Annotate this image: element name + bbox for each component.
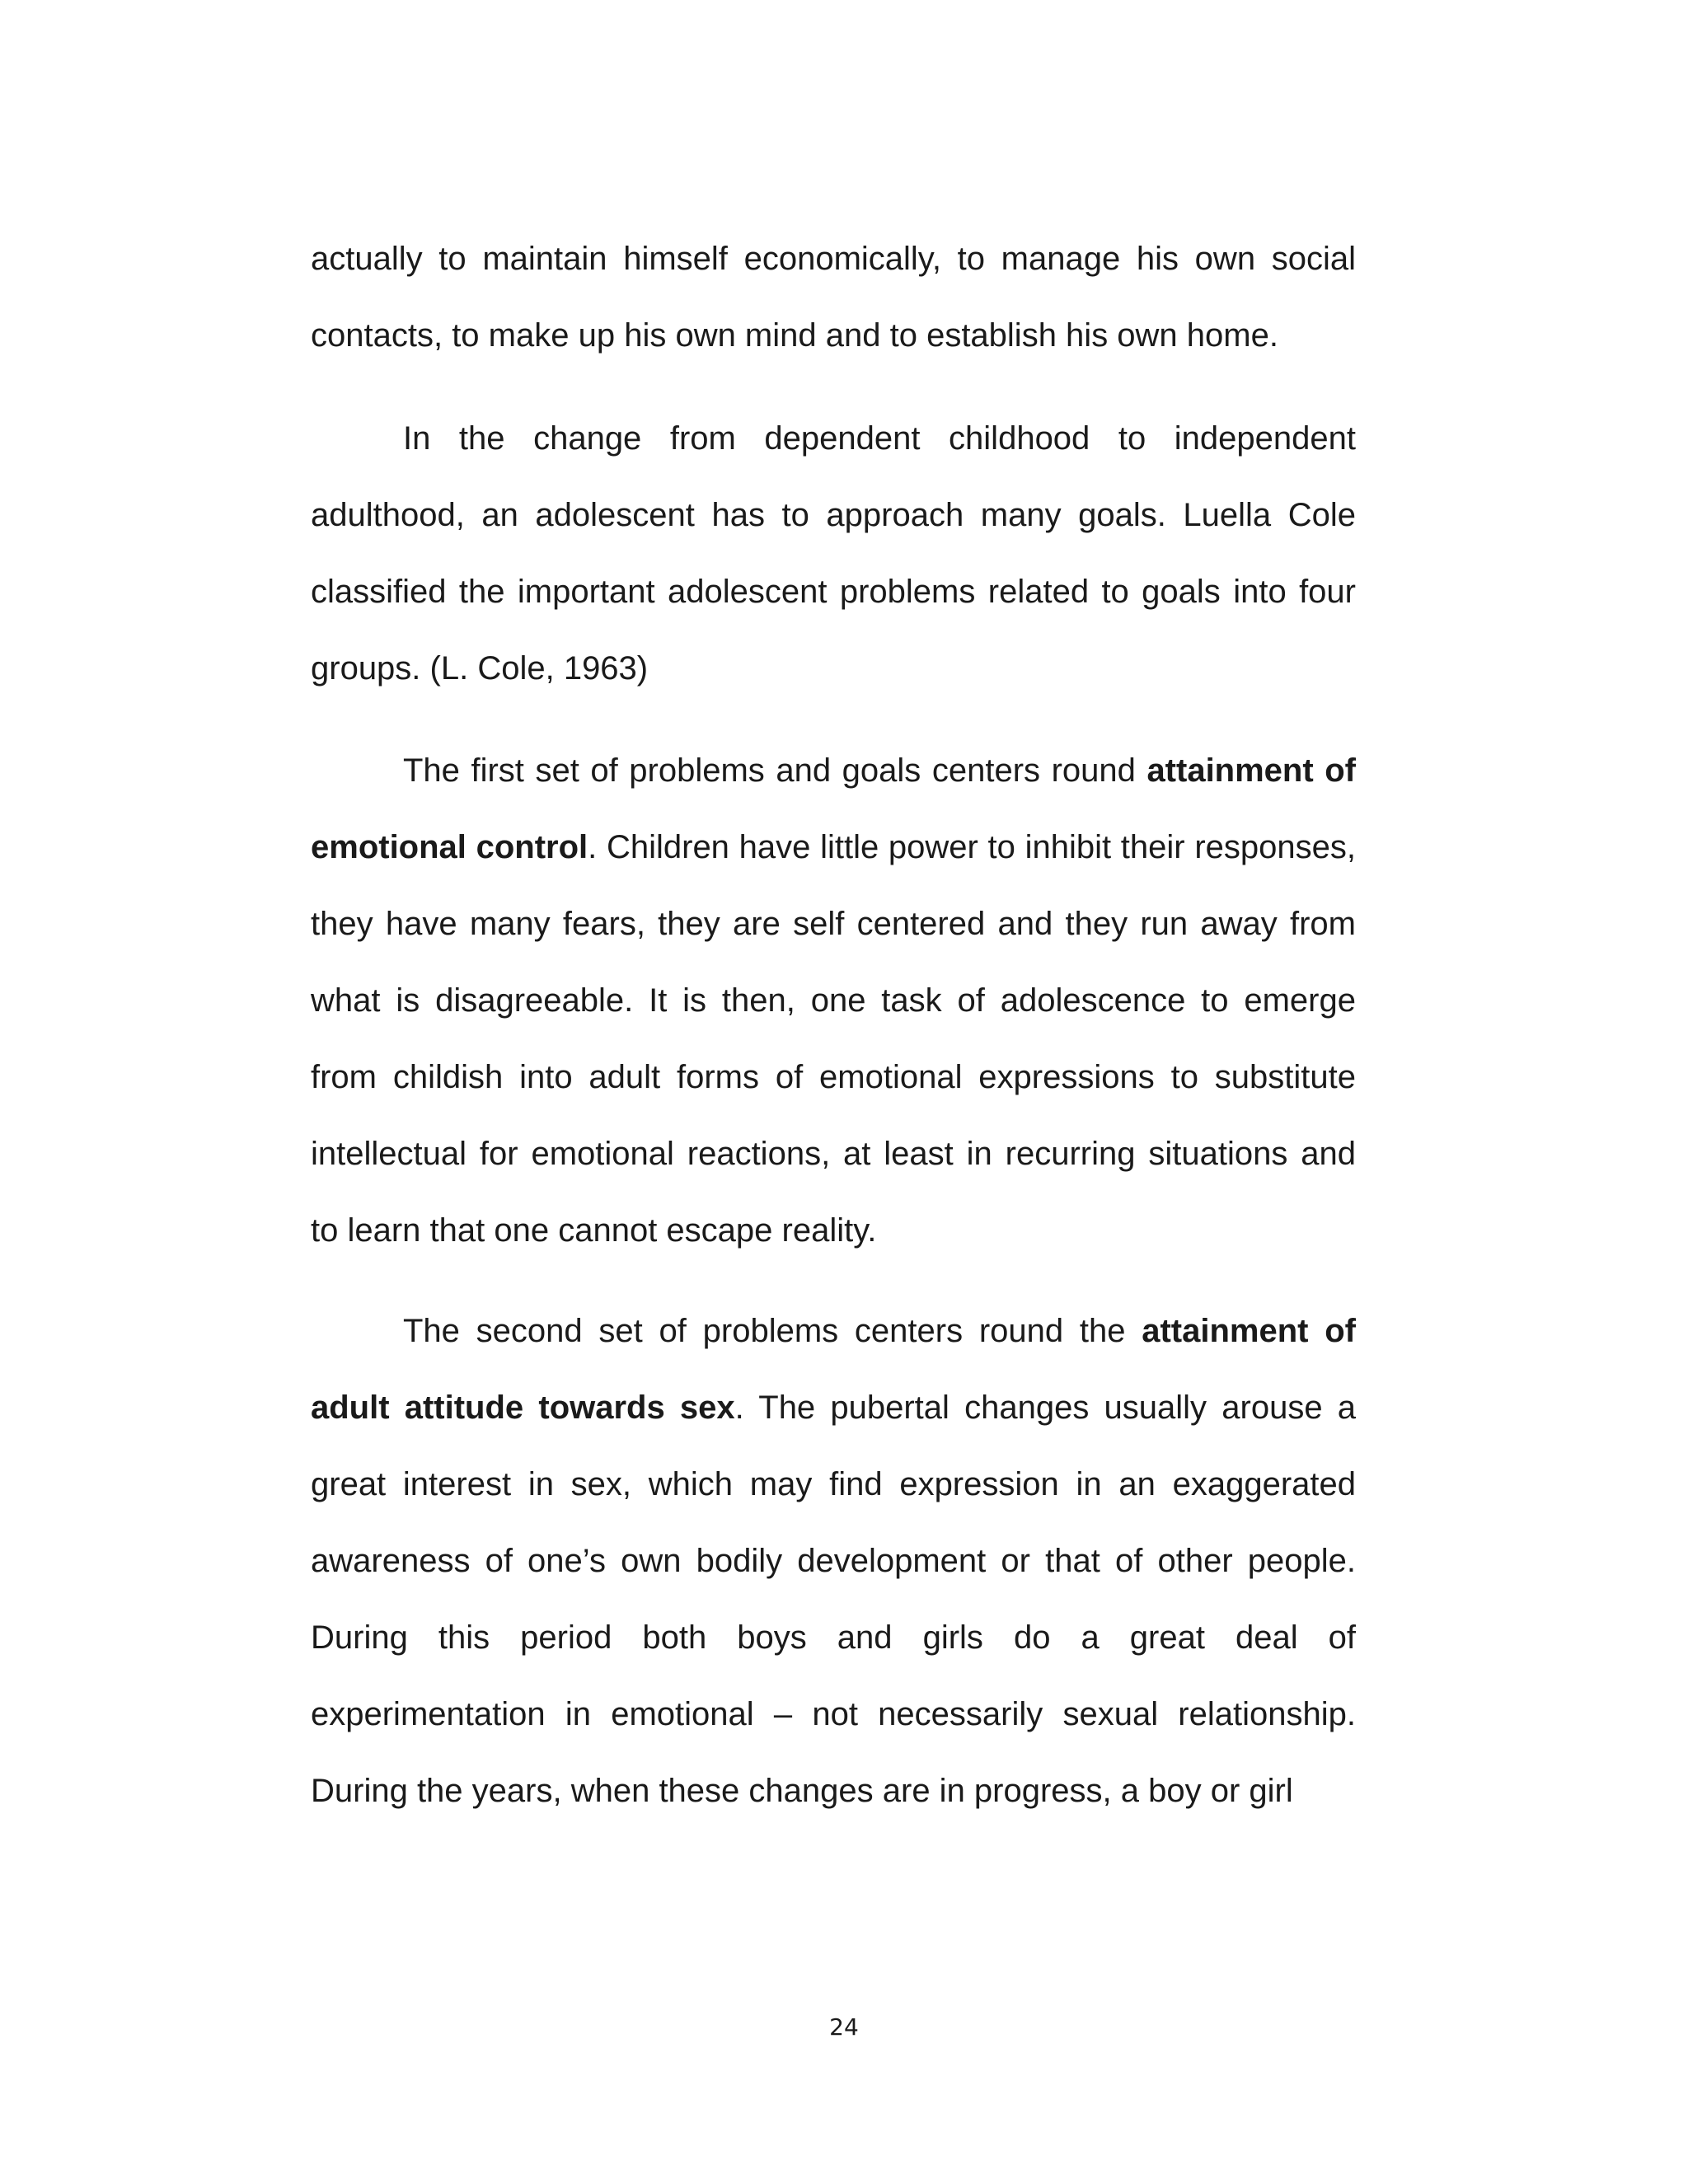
paragraph-attitude-towards-sex bbox=[311, 1293, 1356, 1830]
paragraph-emotional-control bbox=[311, 733, 1356, 1269]
paragraph-continuation: actually to maintain himself economically, to manage his own social contacts, to make up his own mind and to establish his own home. bbox=[311, 241, 1356, 354]
paragraph-lead-text: The second set of problems centers round the bbox=[403, 1313, 1142, 1349]
paragraph-body-text: . The pubertal changes usually arouse a great interest in sex, which may find expression in an exaggerated awareness of one’s own bodily development or that of other people. During this period both boys and girls do a great deal of experimentation in emotional – not necessarily sexual relationship. During the years, when these changes are in progress, a boy or girl bbox=[311, 1390, 1357, 1809]
paragraph-lead-text: The first set of problems and goals centers round bbox=[403, 752, 1147, 789]
emphasis-adult-attitude: attainment of adult attitude towards sex bbox=[311, 1313, 1356, 1426]
paragraph-body-text: . Children have little power to inhibit their responses, they have many fears, they are self centered and they run away from what is disagreeable. It is then, one task of adolescence to emerge from childish into adult forms of emotional expressions to substitute intellectual for emotional reactions, at least in recurring situations and to learn that one cannot escape reality. bbox=[311, 829, 1356, 1249]
page-number: 24 bbox=[829, 2013, 859, 2041]
emphasis-emotional-control: attainment of emotional control bbox=[311, 752, 1356, 865]
paragraph-cole-goals: In the change from dependent childhood to independent adulthood, an adolescent has to approach many goals. Luella Cole classified the important adolescent problems related to goals into four groups. (L. Cole, 1963) bbox=[311, 420, 1356, 687]
